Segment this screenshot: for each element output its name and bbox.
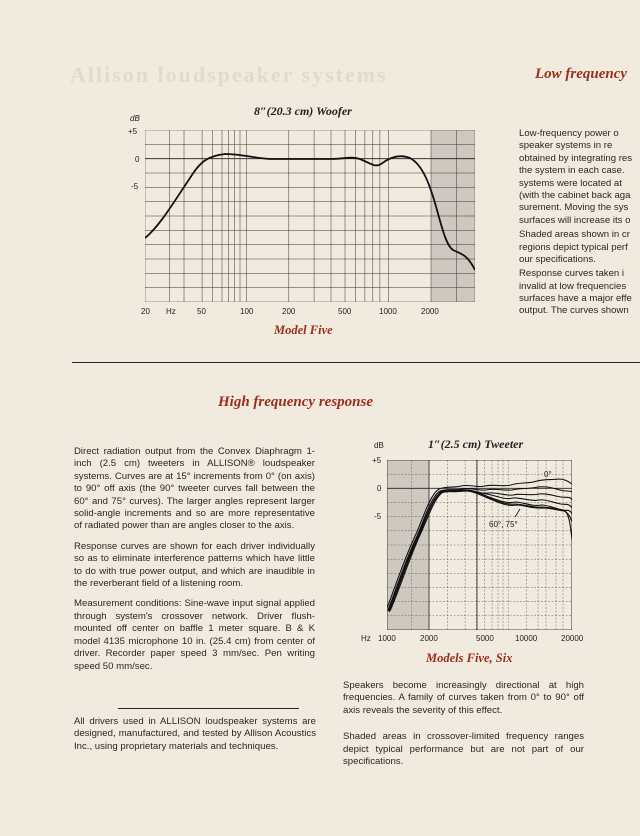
woofer-xtick-20: 20 bbox=[141, 307, 150, 316]
woofer-ytick-0: 0 bbox=[135, 155, 140, 164]
woofer-xtick-50: 50 bbox=[197, 307, 206, 316]
description-paragraph-1: Direct radiation output from the Convex Diaphragm 1-inch (2.5 cm) tweeters in ALLISON® loudspeaker systems. Curves are at 15° increments from 0° (on axis) to 90° off axis (the 90° tweeter curves fall between the 60° and 75° curves). The larger angles represent larger solid-angle increments and so are more representative of radiated power than are angles closer to the axis. bbox=[74, 446, 315, 532]
tweeter-annotation-0deg: 0° bbox=[544, 470, 552, 479]
woofer-response-chart bbox=[145, 130, 475, 302]
low-frequency-text: Low-frequency power o speaker systems in re obtained by integrating res the system in each case. systems were located at (with the cabinet back aga surement. Moving the sys surfaces will increase its o Shaded areas shown in cr regions depict typical perf our specifications. Response curves taken i invalid at low frequencies surfaces have a major effe output. The curves shown bbox=[519, 128, 633, 317]
tweeter-ytick-0: 0 bbox=[377, 484, 382, 493]
footnote-text: All drivers used in ALLISON loudspeaker systems are designed, manufactured, and tested by Allison Acoustics Inc., using proprietary materials and techniques. bbox=[74, 716, 316, 752]
woofer-xtick-500: 500 bbox=[338, 307, 352, 316]
tweeter-chart-title: 1″(2.5 cm) Tweeter bbox=[428, 437, 524, 451]
high-frequency-description bbox=[74, 446, 315, 681]
high-frequency-heading: High frequency response bbox=[218, 394, 373, 410]
woofer-xtick-100: 100 bbox=[240, 307, 254, 316]
tweeter-response-chart bbox=[387, 460, 572, 630]
tweeter-xtick-1000: 1000 bbox=[378, 634, 396, 643]
tweeter-annotation-60-75deg: 60°, 75° bbox=[489, 520, 518, 529]
tweeter-ylabel: dB bbox=[374, 441, 384, 450]
woofer-xtick-hz: Hz bbox=[166, 307, 176, 316]
woofer-ytick-minus5: -5 bbox=[131, 182, 139, 191]
tweeter-xtick-2000: 2000 bbox=[420, 634, 438, 643]
right-paragraph-1: Speakers become increasingly directional at high frequencies. A family of curves taken from 0° to 90° off axis reveals the severity of this effect. bbox=[343, 680, 584, 716]
footnote-rule bbox=[118, 708, 299, 709]
high-frequency-right-text bbox=[343, 680, 584, 776]
woofer-response-curve bbox=[145, 154, 475, 270]
woofer-ytick-plus5: +5 bbox=[128, 127, 138, 136]
woofer-ylabel: dB bbox=[130, 114, 140, 123]
woofer-chart-title: 8″(20.3 cm) Woofer bbox=[254, 104, 352, 118]
tweeter-ytick-minus5: -5 bbox=[374, 512, 382, 521]
tweeter-caption: Models Five, Six bbox=[426, 651, 513, 665]
tweeter-xtick-20000: 20000 bbox=[561, 634, 584, 643]
woofer-caption: Model Five bbox=[274, 323, 333, 337]
woofer-xtick-200: 200 bbox=[282, 307, 296, 316]
woofer-xtick-2000: 2000 bbox=[421, 307, 439, 316]
woofer-grid bbox=[145, 130, 475, 302]
woofer-xtick-1000: 1000 bbox=[379, 307, 397, 316]
right-paragraph-2: Shaded areas in crossover-limited frequency ranges depict typical performance but are not part of our specifications. bbox=[343, 731, 584, 768]
tweeter-xtick-5000: 5000 bbox=[476, 634, 494, 643]
tweeter-xtick-hz: Hz bbox=[361, 634, 371, 643]
description-paragraph-3: Measurement conditions: Sine-wave input signal applied through system's crossover network. Driver flush-mounted off center on baffle 1 meter square. B & K model 4135 microphone 10 in. (25.4 cm) from center of driver. Recorder paper speed 3 mm/sec. Pen writing speed 50 mm/sec. bbox=[74, 598, 315, 672]
description-paragraph-2: Response curves are shown for each driver individually so as to eliminate interference patterns which have little to do with true power output, and which are inaudible in the reverberant field of a listening room. bbox=[74, 540, 315, 590]
ghost-heading: Allison loudspeaker systems bbox=[70, 62, 388, 87]
tweeter-ytick-plus5: +5 bbox=[372, 456, 382, 465]
low-frequency-heading: Low frequency bbox=[535, 66, 628, 82]
tweeter-xtick-10000: 10000 bbox=[515, 634, 538, 643]
tweeter-annotation-pointer bbox=[515, 509, 520, 517]
section-divider bbox=[72, 362, 640, 363]
